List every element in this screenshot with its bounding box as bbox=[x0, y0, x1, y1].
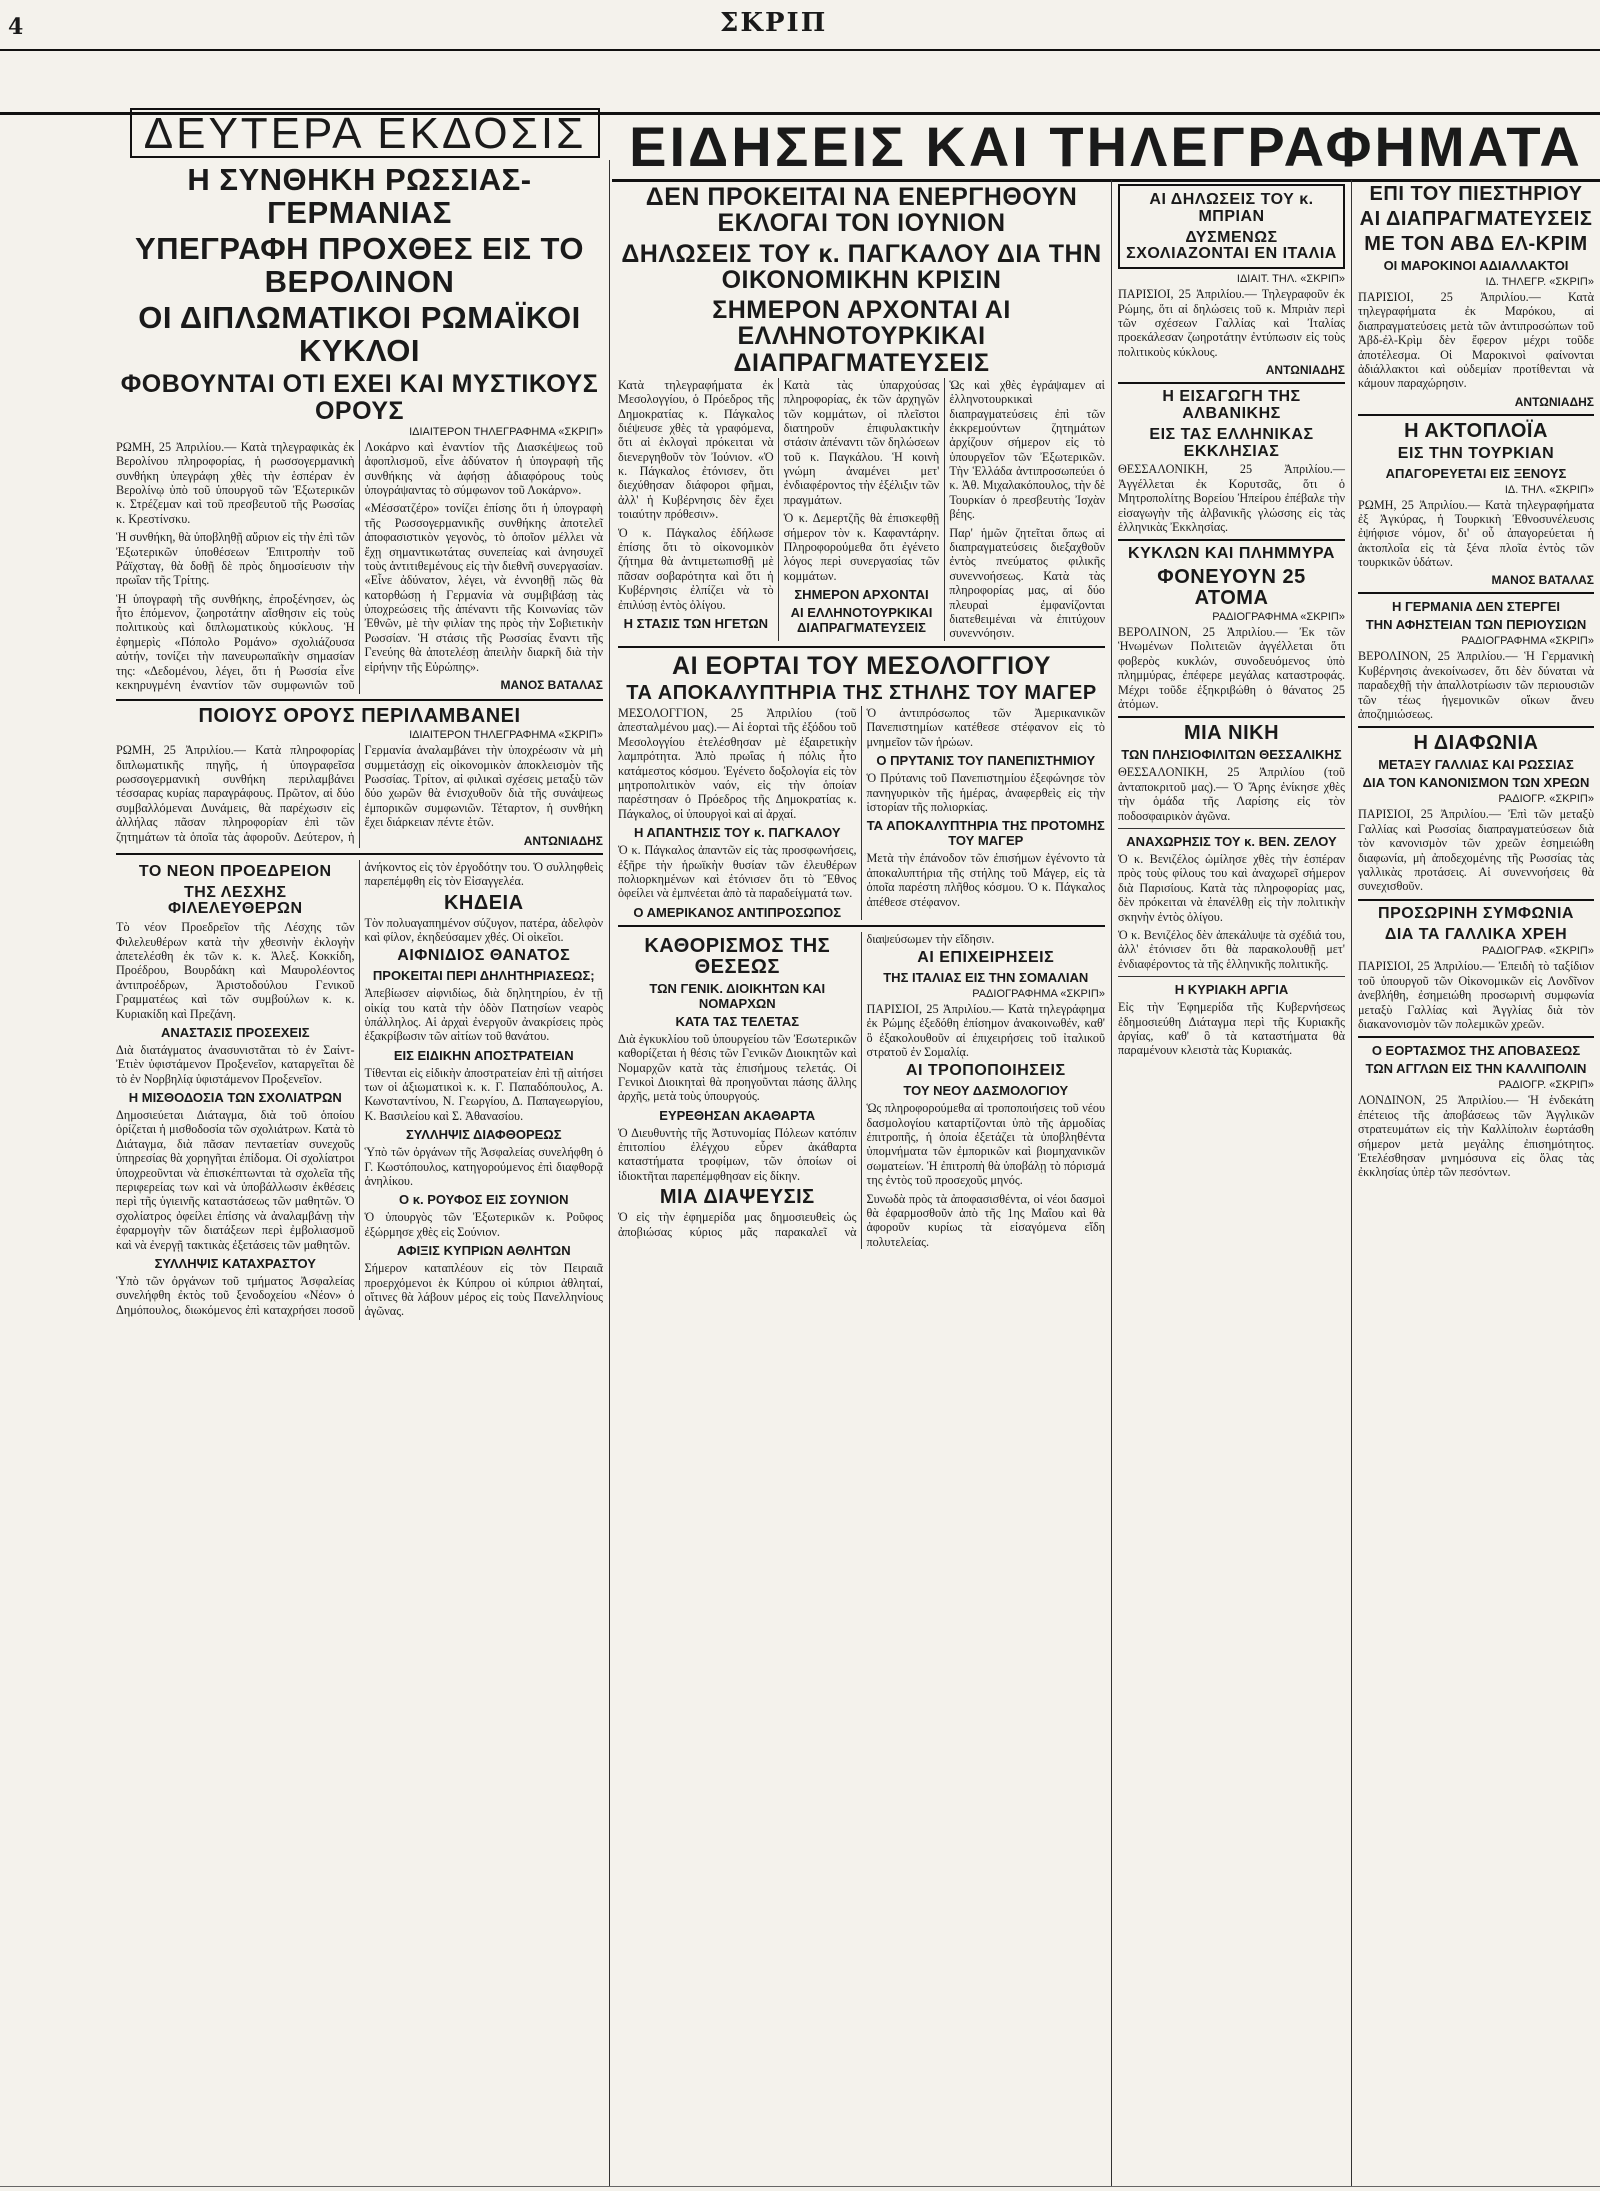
headline: ΜΕ ΤΟΝ ΑΒΔ ΕΛ-ΚΡΙΜ bbox=[1364, 233, 1588, 255]
subheading: Ο κ. ΡΟΥΦΟΣ ΕΙΣ ΣΟΥΝΙΟΝ bbox=[399, 1192, 569, 1208]
headline: ΔΥΣΜΕΝΩΣ ΣΧΟΛΙΑΖΟΝΤΑΙ ΕΝ ΙΤΑΛΙΑ bbox=[1126, 228, 1337, 263]
headline: ΕΙΣ ΤΑΣ ΕΛΛΗΝΙΚΑΣ ΕΚΚΛΗΣΙΑΣ bbox=[1149, 425, 1314, 460]
subheading: Η ΚΥΡΙΑΚΗ ΑΡΓΙΑ bbox=[1174, 982, 1289, 998]
subheading: ΤΟΥ ΝΕΟΥ ΔΑΣΜΟΛΟΓΙΟΥ bbox=[903, 1083, 1069, 1099]
divider bbox=[1118, 716, 1345, 718]
byline: ΡΑΔΙΟΓΡ. «ΣΚΡΙΠ» bbox=[1498, 1079, 1594, 1092]
headline: ΕΠΙ ΤΟΥ ΠΙΕΣΤΗΡΙΟΥ bbox=[1369, 183, 1583, 205]
subheading: ΤΩΝ ΑΓΓΛΩΝ ΕΙΣ ΤΗΝ ΚΑΛΛΙΠΟΛΙΝ bbox=[1365, 1061, 1587, 1077]
subheading: ΤΗΣ ΙΤΑΛΙΑΣ ΕΙΣ ΤΗΝ ΣΟΜΑΛΙΑΝ bbox=[883, 969, 1089, 985]
headline: ΚΥΚΛΩΝ ΚΑΙ ΠΛΗΜΜΥΡΑ bbox=[1128, 545, 1335, 563]
paragraph: ΘΕΣΣΑΛΟΝΙΚΗ, 25 Ἀπριλίου (τοῦ ἀνταποκριτοῦ μας).— Ὁ Ἄρης ἐνίκησε χθὲς τὴν ὁμάδα τῆς Λαρίσης εἰς τὸν ποδοσφαιρικὸν ἀγῶνα. bbox=[1118, 765, 1345, 823]
divider bbox=[1358, 1036, 1594, 1038]
paragraph: Ὁ κ. Βενιζέλος ὡμίλησε χθὲς τὴν ἑσπέραν πρὸς τοὺς φίλους του καὶ ἀναχωρεῖ σήμερον διὰ Παρισίους. Κατὰ τὰς πληροφορίας μας, δὲν πρόκειται νὰ ἐπανέλθῃ εἰς τὴν πολιτικὴν σκηνὴν ἐντὸς ὀλίγου. bbox=[1118, 851, 1345, 924]
column-2 bbox=[612, 180, 1112, 2187]
subheading: Η ΣΤΑΣΙΣ ΤΩΝ ΗΓΕΤΩΝ bbox=[623, 616, 769, 631]
headline: ΑΙ ΔΗΛΩΣΕΙΣ ΤΟΥ κ. ΜΠΡΙΑΝ bbox=[1149, 191, 1314, 225]
banner-second-edition: ΔΕΥΤΕΡΑ ΕΚΔΟΣΙΣ bbox=[130, 108, 600, 158]
paragraph: Ὑπὸ τῶν ὀργάνων τοῦ τμήματος Ἀσφαλείας συνελήφθη ἐκτὸς τοῦ ξενοδοχείου «Νέον» ὁ Δημόπουλος, διωκόμενος ἐπὶ καταχρήσει ποσοῦ ἀνήκοντος εἰς τὸν ἐργοδότην του. Ὁ συλληφθεὶς παρεπέμφθη εἰς τὸν Εἰσαγγελέα. bbox=[116, 859, 603, 1317]
paragraph: ΘΕΣΣΑΛΟΝΙΚΗ, 25 Ἀπριλίου.— Ἀγγέλλεται ἐκ Κορυτσᾶς, ὅτι ὁ Μητροπολίτης Βορείου Ἠπείρου ἐπέβαλε τὴν εἰσαγωγὴν τῆς ἀλβανικῆς γλώσσης εἰς τὰς ἑλληνικὰς Ἐκκλησίας. bbox=[1118, 462, 1345, 534]
masthead-rule bbox=[0, 49, 1600, 51]
paragraph: ΠΑΡΙΣΙΟΙ, 25 Ἀπριλίου.— Ἐπὶ τῶν μεταξὺ Γαλλίας καὶ Ρωσσίας διαπραγματεύσεων διὰ τὸν κανονισμὸν τῶν χρεῶν ἐσημειώθη διαφωνία, μὴ ἀποδεχομένης τῆς Ρωσσίας τὰς γαλλικὰς προτάσεις. Αἱ συνεννοήσεις θὰ συνεχισθοῦν. bbox=[1358, 807, 1594, 894]
signature: ΑΝΤΩΝΙΑΔΗΣ bbox=[1514, 394, 1594, 409]
subheading: ΤΑ ΑΠΟΚΑΛΥΠΤΗΡΙΑ ΤΗΣ ΠΡΟΤΟΜΗΣ ΤΟΥ ΜΑΓΕΡ bbox=[866, 818, 1105, 849]
subheading: ΣΥΛΛΗΨΙΣ ΚΑΤΑΧΡΑΣΤΟΥ bbox=[154, 1255, 316, 1271]
subheading: ΠΡΟΚΕΙΤΑΙ ΠΕΡΙ ΔΗΛΗΤΗΡΙΑΣΕΩΣ; bbox=[372, 968, 595, 984]
banner-news-telegrams: ΕΙΔΗΣΕΙΣ ΚΑΙ ΤΗΛΕΓΡΑΦΗΜΑΤΑ bbox=[612, 112, 1600, 182]
subheading: ΟΙ ΜΑΡΟΚΙΝΟΙ ΑΔΙΑΛΛΑΚΤΟΙ bbox=[1383, 258, 1569, 273]
paragraph: ΡΩΜΗ, 25 Ἀπριλίου.— Κατὰ τηλεγραφήματα ἐξ Ἀγκύρας, ἡ Τουρκικὴ Ἐθνοσυνέλευσις ἐψήφισε νόμον, δι' οὗ ἀπαγορεύεται ἡ ἀκτοπλοΐα εἰς τὰ ξένα πλοῖα ἐντὸς τῶν τουρκικῶν ὑδάτων. bbox=[1358, 497, 1594, 570]
paragraph: Ὁ εἰς τὴν ἐφημερίδα μας δημοσιευθεὶς ὡς ἀποβιώσας κύριος μᾶς παρακαλεῖ νὰ διαψεύσωμεν τὴν εἴδησιν. bbox=[618, 931, 995, 1239]
byline: ΙΔ. ΤΗΛΕΓΡ. «ΣΚΡΙΠ» bbox=[1485, 276, 1594, 288]
paragraph: ΒΕΡΟΛΙΝΟΝ, 25 Ἀπριλίου.— Ἐκ τῶν Ἡνωμένων Πολιτειῶν ἀγγέλλεται ὅτι φοβερὸς κυκλών, συνοδευόμενος ὑπὸ πλημμύρας, ἐπέφερε μεγάλας καταστροφάς. Μέχρι τοῦδε ἐξηκριβώθη ὁ θάνατος 25 ἀτόμων. bbox=[1118, 625, 1345, 712]
paragraph: ΠΑΡΙΣΙΟΙ, 25 Ἀπριλίου.— Τηλεγραφοῦν ἐκ Ρώμης, ὅτι αἱ δηλώσεις τοῦ κ. Μπριὰν περὶ τῶν σχέσεων Γαλλίας καὶ Ἰταλίας προεκάλεσαν ζωηροτάτην ἐντύπωσιν εἰς τοὺς πολιτικοὺς κύκλους. bbox=[1118, 287, 1345, 359]
column-1 bbox=[110, 160, 610, 2187]
paragraph: «Μέσσατζέρο» τονίζει ἐπίσης ὅτι ἡ ὑπογραφὴ τῆς Ρωσσογερμανικῆς συνθήκης ἀποτελεῖ ἀποφασιστικὸν γεγονὸς, τὸ ὁποῖον μέλλει νὰ ἔχῃ σημαντικωτάτας συνεπείας καὶ ἀνησυχεῖ τοὺς ἀντιτιθεμένους εἰς τὴν διεθνῆ συνεργασίαν. «Εἶνε ἀδύνατον, λέγει, νὰ ἐννοηθῇ πῶς θὰ κατορθώσῃ ἡ Γερμανία νὰ συμβιβάσῃ τὰς ὑποχρεώσεις τῆς ἀπέναντι τῆς Κοινωνίας τῶν Ἐθνῶν, μὲ τὴν φιλίαν της πρὸς τὴν Σοβιετικὴν Ρωσσίαν. Ἡ στάσις τῆς Ρωσσίας ἔναντι τῆς Γενεύης θὰ ἀποτελέσῃ ἀπειλὴν διαρκῆ διὰ τὴν εἰρήνην τῆς Εὐρώπης». bbox=[364, 501, 603, 674]
page-number: 4 bbox=[8, 14, 24, 40]
headline: ΑΙ ΔΙΑΠΡΑΓΜΑΤΕΥΣΕΙΣ bbox=[1359, 208, 1593, 230]
paragraph: Συνωδὰ πρὸς τὰ ἀποφασισθέντα, οἱ νέοι δασμοὶ θὰ ἐφαρμοσθοῦν ἀπὸ τῆς 1ης Μαΐου καὶ θὰ ἀφοροῦν κυρίως τὰ εἰσαγόμενα εἴδη πολυτελείας. bbox=[866, 1191, 1105, 1249]
article-body bbox=[116, 440, 603, 694]
divider bbox=[1358, 726, 1594, 728]
paragraph: Ὁ κ. Δεμερτζῆς θὰ ἐπισκεφθῇ σήμερον τὸν κ. Καφαντάρην. Πληροφορούμεθα ὅτι ἐγένετο λόγος περὶ συνεργασίας τῶν κομμάτων. bbox=[783, 511, 940, 583]
headline: ΤΟ ΝΕΟΝ ΠΡΟΕΔΡΕΙΟΝ bbox=[138, 862, 332, 880]
paragraph: Ὁ ἀντιπρόσωπος τῶν Ἀμερικανικῶν Πανεπιστημίων κατέθεσε στέφανον εἰς τὸ μνημεῖον τῶν ἡρώων. bbox=[866, 706, 1105, 749]
subheading: ΤΩΝ ΠΛΗΣΙΟΦΙΛΙΤΩΝ ΘΕΣΣΑΛΙΚΗΣ bbox=[1121, 747, 1342, 763]
paragraph: ΡΩΜΗ, 25 Ἀπριλίου.— Κατὰ τηλεγραφικὰς ἐκ Βερολίνου πληροφορίας, ἡ ρωσσογερμανικὴ συνθήκη ὑπεγράφη χθὲς τὴν ἑσπέραν ἐν Βερολίνῳ ὑπὸ τοῦ ὑπουργοῦ τῶν Ἐξωτερικῶν κ. Στρέζεμαν καὶ τοῦ πρεσβευτοῦ τῆς Ρωσσίας κ. Κρεστίνσκυ. bbox=[116, 439, 355, 526]
paragraph: Τὸν πολυαγαπημένον σύζυγον, πατέρα, ἀδελφὸν καὶ φίλον, ἐκηδεύσαμεν χθές. Οἱ οἰκεῖοι. bbox=[364, 915, 603, 944]
divider bbox=[1118, 539, 1345, 541]
paragraph: ΠΑΡΙΣΙΟΙ, 25 Ἀπριλίου.— Κατὰ τηλεγραφήματα ἐκ Μαρόκου, αἱ διαπραγματεύσεις μετὰ τῶν ἀντιπροσώπων τοῦ Ἀβδ-ἐλ-Κρὶμ δὲν ἔφερον μέχρι τοῦδε ἀποτέλεσμα. Οἱ Μαροκινοὶ φαίνονται ἀδιάλλακτοι καὶ οὐδεμίαν προτίθενται νὰ κάμουν παραχώρησιν. bbox=[1358, 290, 1594, 391]
paragraph: Τίθενται εἰς εἰδικὴν ἀποστρατείαν ἐπὶ τῇ αἰτήσει των οἱ ἀξιωματικοὶ κ. κ. Γ. Παπαδόπουλος, Α. Κωνσταντίνου, Ν. Γεωργίου, Δ. Παπαγεωργίου, Κ. Βασιλείου καὶ Σ. Ἀθανασίου. bbox=[364, 1065, 603, 1123]
byline: ΙΔΙΑΙΤ. ΤΗΛ. «ΣΚΡΙΠ» bbox=[1236, 273, 1345, 286]
paragraph: ΡΩΜΗ, 25 Ἀπριλίου.— Κατὰ πληροφορίας διπλωματικῆς πηγῆς, ἡ ὑπογραφεῖσα ρωσσογερμανικὴ συνθήκη περιλαμβάνει τέσσαρας κυρίας παραγράφους. Πρῶτον, αἱ δύο συμβαλλόμεναι Δυνάμεις, θὰ παρέχωσιν εἰς ἀλλήλας πᾶσαν πληροφορίαν ἐπὶ τῶν ζητημάτων τὰ ὁποῖα τὰς ἀφοροῦν. Δεύτερον, ἡ Γερμανία ἀναλαμβάνει τὴν ὑποχρέωσιν νὰ μὴ συμμετάσχῃ εἰς οἰκονομικὸν ἀποκλεισμὸν τῆς Ρωσσίας. Τρίτον, αἱ φιλικαὶ σχέσεις μεταξὺ τῶν δύο χωρῶν θὰ ἐνισχυθοῦν διὰ τῆς συνάψεως ἐμπορικῶν συμφωνιῶν. Τέταρτον, ἡ συνθήκη ἔχει διάρκειαν πέντε ἐτῶν. bbox=[116, 743, 603, 844]
byline: ΙΔΙΑΙΤΕΡΟΝ ΤΗΛΕΓΡΑΦΗΜΑ «ΣΚΡΙΠ» bbox=[409, 425, 603, 438]
column-3 bbox=[1112, 180, 1352, 2187]
headline: ΤΗΣ ΛΕΣΧΗΣ ΦΙΛΕΛΕΥΘΕΡΩΝ bbox=[168, 883, 303, 918]
paragraph: ΛΟΝΔΙΝΟΝ, 25 Ἀπριλίου.— Ἡ ἑνδεκάτη ἐπέτειος τῆς ἀποβάσεως τῶν Ἀγγλικῶν στρατευμάτων εἰς τὴν Καλλίπολιν ἑωρτάσθη σήμερον μετὰ μεγάλης ἐπισημότητος. Ἐτελέσθησαν μνημόσυνα εἰς ὅλας τὰς ἐκκλησίας ὑπὲρ τῶν πεσόντων. bbox=[1358, 1093, 1594, 1180]
headline: Η ΕΙΣΑΓΩΓΗ ΤΗΣ ΑΛΒΑΝΙΚΗΣ bbox=[1162, 388, 1301, 422]
paragraph: Κατὰ τὰς ὑπαρχούσας πληροφορίας, ἐκ τῶν ἀρχηγῶν τῶν κομμάτων, οἱ πλεῖστοι διατηροῦν ἐπιφυλακτικὴν στάσιν ἀπέναντι τῶν δηλώσεων τοῦ κ. Παγκάλου. Ἡ κοινὴ γνώμη ἀναμένει μετ' ἐνδιαφέροντος τὴν ἐξέλιξιν τῶν πραγμάτων. bbox=[783, 377, 940, 507]
headline: ΠΟΙΟΥΣ ΟΡΟΥΣ ΠΕΡΙΛΑΜΒΑΝΕΙ bbox=[198, 705, 521, 728]
subheading: ΑΠΑΓΟΡΕΥΕΤΑΙ ΕΙΣ ΞΕΝΟΥΣ bbox=[1385, 465, 1567, 481]
byline: ΙΔ. ΤΗΛ. «ΣΚΡΙΠ» bbox=[1504, 483, 1594, 496]
column-4 bbox=[1352, 180, 1600, 2187]
article-body bbox=[116, 743, 603, 848]
divider bbox=[116, 699, 603, 701]
divider bbox=[1358, 414, 1594, 416]
signature: ΜΑΝΟΣ ΒΑΤΑΛΑΣ bbox=[1491, 573, 1594, 588]
byline: ΡΑΔΙΟΓΡ. «ΣΚΡΙΠ» bbox=[1498, 793, 1594, 806]
briefs bbox=[116, 860, 603, 1320]
paragraph: ΠΑΡΙΣΙΟΙ, 25 Ἀπριλίου.— Κατὰ τηλεγράφημα ἐκ Ρώμης ἐξεδόθη ἐπίσημον ἀνακοινωθέν, καθ' ὃ ἐξακολουθοῦν αἱ ἐπιχειρήσεις τοῦ ἰταλικοῦ στρατοῦ ἐν Σομαλίᾳ. bbox=[866, 1001, 1105, 1060]
paragraph: Διὰ ἐγκυκλίου τοῦ ὑπουργείου τῶν Ἐσωτερικῶν καθορίζεται ἡ θέσις τῶν Γενικῶν Διοικητῶν καὶ Νομαρχῶν κατὰ τὰς ἐπισήμους τελετάς. Οἱ Γενικοὶ Διοικηταὶ θὰ προηγοῦνται πάσης ἄλλης ἀρχῆς, μετὰ τοὺς ὑπουργούς. bbox=[618, 1031, 857, 1104]
paragraph: Δημοσιεύεται Διάταγμα, διὰ τοῦ ὁποίου ὁρίζεται ἡ μισθοδοσία τῶν σχολιάτρων. Κατὰ τὸ Διάταγμα, διὰ πᾶσαν πενταετίαν συνεχοῦς ὑπηρεσίας θὰ χορηγῆται ἐπίδομα. Οἱ σχολίατροι ὑποχρεοῦνται νὰ ἐπισκέπτωνται τὰ σχολεῖα τῆς περιφερείας των καὶ νὰ ὑποβάλλωσιν ἐκθέσεις περὶ τῆς ὑγιεινῆς καταστάσεως τῶν μαθητῶν. Ὁ σχολίατρος ὀφείλει ἐπίσης νὰ ἀναλαμβάνῃ τὴν ἐφαρμογὴν τῶν διατάξεων περὶ ἐμβολιασμοῦ καὶ νὰ ἐνεργῇ τακτικὰς ἐξετάσεις τῶν μαθητῶν. bbox=[116, 1108, 355, 1252]
article-body bbox=[618, 706, 1105, 920]
paragraph: Διὰ διατάγματος ἀνασυνιστᾶται τὸ ἐν Σαίντ-Ἐτιὲν ὑφιστάμενον Προξενεῖον, καταργεῖται δὲ τὸ ἐν Νορβηλίᾳ ὑφιστάμενον Προξενεῖον. bbox=[116, 1042, 355, 1086]
headline: ΑΙΦΝΙΔΙΟΣ ΘΑΝΑΤΟΣ bbox=[397, 947, 571, 965]
subheading: ΕΙΣ ΕΙΔΙΚΗΝ ΑΠΟΣΤΡΑΤΕΙΑΝ bbox=[393, 1047, 574, 1063]
paragraph: Σήμερον καταπλέουν εἰς τὸν Πειραιᾶ προερχόμενοι ἐκ Κύπρου οἱ κύπριοι ἀθληταί, οἵτινες θὰ λάβουν μέρος εἰς τοὺς Πανελληνίους ἀγῶνας. bbox=[364, 1261, 603, 1319]
headline: ΚΑΘΟΡΙΣΜΟΣ ΤΗΣ ΘΕΣΕΩΣ bbox=[644, 934, 831, 978]
byline: ΡΑΔΙΟΓΡΑΦΗΜΑ «ΣΚΡΙΠ» bbox=[1212, 611, 1345, 624]
masthead bbox=[0, 0, 1600, 115]
byline: ΡΑΔΙΟΓΡΑΦΗΜΑ «ΣΚΡΙΠ» bbox=[972, 987, 1105, 1000]
subheading: Η ΓΕΡΜΑΝΙΑ ΔΕΝ ΣΤΕΡΓΕΙ bbox=[1391, 599, 1561, 615]
subheading: Η ΜΙΣΘΟΔΟΣΙΑ ΤΩΝ ΣΧΟΛΙΑΤΡΩΝ bbox=[128, 1090, 342, 1106]
headline: ΠΡΟΣΩΡΙΝΗ ΣΥΜΦΩΝΙΑ bbox=[1378, 904, 1574, 922]
paragraph: Ὁ κ. Βενιζέλος δὲν ἀπεκάλυψε τὰ σχέδιά του, ἀλλ' ἐτόνισεν ὅτι θὰ παρακολουθῇ μετ' ἐνδιαφέροντος τὰ τῆς ἑλληνικῆς πολιτικῆς. bbox=[1118, 927, 1345, 971]
divider bbox=[116, 853, 603, 855]
divider bbox=[1358, 592, 1594, 594]
signature: ΜΑΝΟΣ ΒΑΤΑΛΑΣ bbox=[500, 678, 603, 693]
headline: ΦΟΒΟΥΝΤΑΙ ΟΤΙ ΕΧΕΙ ΚΑΙ ΜΥΣΤΙΚΟΥΣ ΟΡΟΥΣ bbox=[120, 370, 599, 425]
paragraph: Ὁ Διευθυντὴς τῆς Ἀστυνομίας Πόλεων κατόπιν ἐπιτοπίου ἐλέγχου εὗρεν ἀκάθαρτα καταστήματα τροφίμων, τῶν ὁποίων οἱ ἰδιοκτῆται παρεπέμφθησαν εἰς δίκην. bbox=[618, 1125, 857, 1183]
subheading: Ο ΑΜΕΡΙΚΑΝΟΣ ΑΝΤΙΠΡΟΣΩΠΟΣ bbox=[633, 904, 842, 920]
paragraph: Ἀπεβίωσεν αἰφνιδίως, διὰ δηλητηρίου, ἐν τῇ οἰκίᾳ του κατὰ τὴν ὁδὸν Πατησίων νεαρὸς ὑπάλληλος. Αἱ ἀρχαὶ ἐνεργοῦν ἀνακρίσεις πρὸς ἐξακρίβωσιν τῶν αἰτίων τοῦ θανάτου. bbox=[364, 986, 603, 1044]
headline: ΦΟΝΕΥΟΥΝ 25 ΑΤΟΜΑ bbox=[1157, 566, 1306, 610]
divider bbox=[1118, 382, 1345, 384]
page-edge bbox=[0, 2186, 1600, 2187]
headline: ΕΙΣ ΤΗΝ ΤΟΥΡΚΙΑΝ bbox=[1397, 444, 1555, 462]
paragraph: ΒΕΡΟΛΙΝΟΝ, 25 Ἀπριλίου.— Ἡ Γερμανικὴ Κυβέρνησις ἀνεκοίνωσεν, ὅτι δὲν δύναται νὰ παραδεχθῇ τὴν ἀπαλλοτρίωσιν τῶν περιουσιῶν τῶν τέως ἡγεμονικῶν οἴκων ἄνευ ἀποζημιώσεως. bbox=[1358, 649, 1594, 722]
headline: ΜΙΑ ΔΙΑΨΕΥΣΙΣ bbox=[659, 1186, 815, 1209]
divider bbox=[1358, 899, 1594, 901]
divider bbox=[1118, 828, 1345, 829]
article-body bbox=[618, 378, 1105, 641]
headline: Η ΔΙΑΦΩΝΙΑ bbox=[1413, 732, 1539, 755]
subheading: ΑΝΑΧΩΡΗΣΙΣ ΤΟΥ κ. ΒΕΝ. ΖΕΛΟΥ bbox=[1126, 833, 1337, 849]
headline: ΑΙ ΕΟΡΤΑΙ ΤΟΥ ΜΕΣΟΛΟΓΓΙΟΥ bbox=[672, 651, 1051, 680]
headline: ΔΗΛΩΣΕΙΣ ΤΟΥ κ. ΠΑΓΚΑΛΟΥ ΔΙΑ ΤΗΝ ΟΙΚΟΝΟΜΙΚΗΝ ΚΡΙΣΙΝ bbox=[621, 239, 1102, 294]
subheading: Ο ΕΟΡΤΑΣΜΟΣ ΤΗΣ ΑΠΟΒΑΣΕΩΣ bbox=[1371, 1043, 1581, 1059]
subheading: ΕΥΡΕΘΗΣΑΝ ΑΚΑΘΑΡΤΑ bbox=[659, 1107, 816, 1123]
subheading: ΤΗΝ ΑΦΗΣΤΕΙΑΝ ΤΩΝ ΠΕΡΙΟΥΣΙΩΝ bbox=[1365, 617, 1587, 633]
paragraph: Ὡς καὶ χθὲς ἐγράψαμεν αἱ ἑλληνοτουρκικαὶ διαπραγματεύσεις ἐπὶ τῶν ἐκκρεμούντων ζητημάτων ἀρχίζουν σήμερον εἰς τὸ ὑπουργεῖον τῶν Ἐξωτερικῶν. Τὴν Ἑλλάδα ἀντιπροσωπεύει ὁ κ. Ἀθ. Μιχαλακόπουλος, τὴν δὲ Τουρκίαν ὁ πρεσβευτὴς Ἰσχὰν βέης. bbox=[949, 377, 1105, 522]
headline: Η ΑΚΤΟΠΛΟΪΑ bbox=[1404, 419, 1548, 442]
subheading: Η ΑΠΑΝΤΗΣΙΣ ΤΟΥ κ. ΠΑΓΚΑΛΟΥ bbox=[633, 825, 841, 841]
divider bbox=[618, 925, 1105, 927]
headline: ΣΗΜΕΡΟΝ ΑΡΧΟΝΤΑΙ ΑΙ ΕΛΛΗΝΟΤΟΥΡΚΙΚΑΙ ΔΙΑΠΡΑΓΜΑΤΕΥΣΕΙΣ bbox=[712, 296, 1011, 377]
signature: ΑΝΤΩΝΙΑΔΗΣ bbox=[523, 833, 603, 848]
headline: ΤΑ ΑΠΟΚΑΛΥΠΤΗΡΙΑ ΤΗΣ ΣΤΗΛΗΣ ΤΟΥ ΜΑΓΕΡ bbox=[626, 682, 1097, 705]
paragraph: Ὁ κ. Πάγκαλος ἐδήλωσε ἐπίσης ὅτι τὸ οἰκονομικὸν ζήτημα θὰ ἀντιμετωπισθῇ μὲ πᾶσαν σοβαρότητα καὶ ὅτι ἡ Κυβέρνησις ἐλπίζει νὰ τὸ ἐπιλύσῃ ἐντὸς ὀλίγου. bbox=[618, 525, 774, 612]
paragraph: ΜΕΣΟΛΟΓΓΙΟΝ, 25 Ἀπριλίου (τοῦ ἀπεσταλμένου μας).— Αἱ ἑορταὶ τῆς ἐξόδου τοῦ Μεσολογγίου ἐτελέσθησαν μὲ ἐξαιρετικὴν λαμπρότητα. Ἀπὸ πρωΐας ἡ πόλις ἦτο κατάμεστος κόσμου. Ἐγένετο δοξολογία εἰς τὸν μητροπολιτικὸν ναόν, εἰς τὴν ὁποίαν παρέστησαν ὁ Πρόεδρος τῆς Δημοκρατίας κ. Πάγκαλος, οἱ ὑπουργοὶ καὶ αἱ ἀρχαί. bbox=[618, 706, 857, 821]
headline: ΔΙΑ ΤΑ ΓΑΛΛΙΚΑ ΧΡΕΗ bbox=[1384, 925, 1568, 943]
divider bbox=[618, 646, 1105, 648]
briefs bbox=[618, 932, 1105, 1249]
boxed-story bbox=[1118, 184, 1345, 269]
paragraph: Ὁ ὑπουργὸς τῶν Ἐξωτερικῶν κ. Ροῦφος ἐξώρμησε χθὲς εἰς Σούνιον. bbox=[364, 1210, 603, 1239]
paragraph: Ὁ Πρύτανις τοῦ Πανεπιστημίου ἐξεφώνησε τὸν πανηγυρικὸν τῆς ἡμέρας, ἀναφερθεὶς εἰς τὴν ἱστορίαν τῆς πολιορκίας. bbox=[866, 771, 1105, 814]
byline: ΡΑΔΙΟΓΡΑΦΗΜΑ «ΣΚΡΙΠ» bbox=[1461, 635, 1594, 648]
paragraph: Παρ' ἡμῶν ζητεῖται ὅπως αἱ διαπραγματεύσεις διεξαχθοῦν ἐντὸς πνεύματος φιλικῆς συνεννοήσεως. Κατὰ τὰς πληροφορίας μας, αἱ δύο πλευραὶ ἐμφανίζονται διατεθειμέναι νὰ ἐπιτύχουν συνεννόησιν. bbox=[949, 525, 1105, 641]
subheading: ΜΕΤΑΞΥ ΓΑΛΛΙΑΣ ΚΑΙ ΡΩΣΣΙΑΣ bbox=[1378, 757, 1574, 773]
subheading: ΔΙΑ ΤΟΝ ΚΑΝΟΝΙΣΜΟΝ ΤΩΝ ΧΡΕΩΝ bbox=[1362, 775, 1590, 791]
subheading: ΤΩΝ ΓΕΝΙΚ. ΔΙΟΙΚΗΤΩΝ ΚΑΙ ΝΟΜΑΡΧΩΝ bbox=[649, 980, 826, 1011]
headline: ΔΕΝ ΠΡΟΚΕΙΤΑΙ ΝΑ ΕΝΕΡΓΗΘΟΥΝ ΕΚΛΟΓΑΙ ΤΟΝ ΙΟΥΝΙΟΝ bbox=[645, 183, 1078, 238]
subheading: Ο ΠΡΥΤΑΝΙΣ ΤΟΥ ΠΑΝΕΠΙΣΤΗΜΙΟΥ bbox=[876, 753, 1096, 769]
paragraph: Μετὰ τὴν ἐπάνοδον τῶν ἐπισήμων ἐγένοντο τὰ ἀποκαλυπτήρια τῆς στήλης τοῦ Μάγερ, εἰς τὰ ὁποῖα παρέστη πλῆθος κόσμου. Ὁ κ. Πάγκαλος ἀπέθεσε στέφανον. bbox=[866, 851, 1105, 909]
byline: ΡΑΔΙΟΓΡΑΦ. «ΣΚΡΙΠ» bbox=[1481, 945, 1594, 958]
subheading: ΑΦΙΞΙΣ ΚΥΠΡΙΩΝ ΑΘΛΗΤΩΝ bbox=[396, 1243, 571, 1259]
subheading: ΣΥΛΛΗΨΙΣ ΔΙΑΦΘΟΡΕΩΣ bbox=[405, 1127, 562, 1143]
headline: ΜΙΑ ΝΙΚΗ bbox=[1183, 722, 1280, 745]
subheading: ΣΗΜΕΡΟΝ ΑΡΧΟΝΤΑΙ bbox=[794, 587, 929, 603]
masthead-title: ΣΚΡΙΠ bbox=[720, 8, 828, 38]
subheading: ΑΙ ΕΛΛΗΝΟΤΟΥΡΚΙΚΑΙ ΔΙΑΠΡΑΓΜΑΤΕΥΣΕΙΣ bbox=[790, 605, 933, 636]
headline: ΥΠΕΓΡΑΦΗ ΠΡΟΧΘΕΣ ΕΙΣ ΤΟ ΒΕΡΟΛΙΝΟΝ bbox=[134, 231, 585, 299]
subheading: ΚΑΤΑ ΤΑΣ ΤΕΛΕΤΑΣ bbox=[675, 1013, 800, 1029]
headline: Η ΣΥΝΘΗΚΗ ΡΩΣΣΙΑΣ-ΓΕΡΜΑΝΙΑΣ bbox=[187, 162, 532, 230]
paragraph: Κατὰ τηλεγραφήματα ἐκ Μεσολογγίου, ὁ Πρόεδρος τῆς Δημοκρατίας κ. Πάγκαλος διέψευσε χθὲς τὰ γραφόμενα, ὅτι αἱ ἐκλογαὶ πρόκειται νὰ διενεργηθοῦν τὸν Ἰούνιον. «Ὁ κ. Πάγκαλος ἐτόνισεν, ὅτι διεχύθησαν διάφοροι φῆμαι, ἀλλ' ἡ Κυβέρνησις δὲν ἔχει τοιαύτην πρόθεσιν». bbox=[618, 377, 774, 522]
headline: ΟΙ ΔΙΠΛΩΜΑΤΙΚΟΙ ΡΩΜΑΪΚΟΙ ΚΥΚΛΟΙ bbox=[138, 300, 581, 368]
paragraph: Τὸ νέον Προεδρεῖον τῆς Λέσχης τῶν Φιλελευθέρων κατὰ τὴν χθεσινὴν ἐκλογὴν ἀπετελέσθη ἐκ τῶν κ. κ. Ἀλεξ. Κοκκίδη, Προέδρου, Βουρδάκη καὶ Μαυρολέοντος ἀντιπροέδρων, Ἀριστοδούλου Γενικοῦ Γραμματέως καὶ τῶν συμβούλων κ. κ. Κυριακίδη καὶ Πρεζάνη. bbox=[116, 920, 355, 1021]
signature: ΑΝΤΩΝΙΑΔΗΣ bbox=[1265, 363, 1345, 378]
headline: ΑΙ ΕΠΙΧΕΙΡΗΣΕΙΣ bbox=[917, 949, 1055, 967]
headline: ΑΙ ΤΡΟΠΟΠΟΙΗΣΕΙΣ bbox=[905, 1062, 1066, 1080]
paragraph: Ὑπὸ τῶν ὀργάνων τῆς Ἀσφαλείας συνελήφθη ὁ Γ. Κωστόπουλος, κατηγορούμενος ἐπὶ διαφθορᾷ ἀνηλίκου. bbox=[364, 1145, 603, 1189]
divider bbox=[1118, 976, 1345, 977]
paragraph: Εἰς τὴν Ἐφημερίδα τῆς Κυβερνήσεως ἐδημοσιεύθη Διάταγμα περὶ τῆς Κυριακῆς ἀργίας, καθ' ὃ τὰ καταστήματα θὰ παραμένουν κλειστὰ τὰς Κυριακάς. bbox=[1118, 1000, 1345, 1058]
paragraph: Ὡς πληροφορούμεθα αἱ τροποποιήσεις τοῦ νέου δασμολογίου καταρτίζονται ὑπὸ τῆς ἁρμοδίας ἐπιτροπῆς, ἡ ὁποία ἐξετάζει τὰ ὑποβληθέντα ὑπομνήματα τῶν ἐμπορικῶν καὶ βιομηχανικῶν σωματείων. Ἡ ἐπιτροπὴ θὰ ὑποβάλῃ τὸ πόρισμά της ἐντὸς τοῦ προσεχοῦς μηνός. bbox=[866, 1101, 1105, 1188]
headline: ΚΗΔΕΙΑ bbox=[443, 891, 524, 914]
paragraph: Ἡ ὑπογραφὴ τῆς συνθήκης, ἐπροξένησεν, ὡς ἦτο ἑπόμενον, ζωηροτάτην αἴσθησιν εἰς τοὺς πολιτικοὺς καὶ διπλωματικοὺς κύκλους. Ἡ ἐφημερὶς «Πόπολο Ρομάνο» σχολιάζουσα αὐτήν, τονίζει τὴν πανευρωπαϊκὴν σημασίαν της: «Δεδομένου, λέγει, ὅτι ἡ Ρωσσία εἶνε κεκηρυγμένη ἐναντίον τῶν συμφωνιῶν τοῦ Λοκάρνο καὶ ἐναντίον τῆς Διασκέψεως τοῦ ἀφοπλισμοῦ, εἶνε ἀδύνατον ἡ ὑπογραφὴ τῆς συνθήκης νὰ ἀφήσῃ ἀδιαφόρους τοὺς ὑπογράψαντας τὸ σύμφωνον τοῦ Λοκάρνο». bbox=[116, 439, 603, 693]
subheading: ΑΝΑΣΤΑΣΙΣ ΠΡΟΣΕΧΕΙΣ bbox=[160, 1024, 310, 1040]
byline: ΙΔΙΑΙΤΕΡΟΝ ΤΗΛΕΓΡΑΦΗΜΑ «ΣΚΡΙΠ» bbox=[409, 729, 603, 742]
paragraph: ΠΑΡΙΣΙΟΙ, 25 Ἀπριλίου.— Ἐπειδὴ τὸ ταξίδιον τοῦ ὑπουργοῦ τῶν Οἰκονομικῶν εἰς Λονδῖνον ἀνεβλήθη, ἐσημειώθη προσωρινὴ συμφωνία μεταξὺ Γαλλίας καὶ Ἀγγλίας διὰ τὸν διακανονισμὸν τῶν πολεμικῶν χρεῶν. bbox=[1358, 959, 1594, 1031]
paragraph: Ἡ συνθήκη, θὰ ὑποβληθῇ αὔριον εἰς τὴν ἐπὶ τῶν Ἐξωτερικῶν ὑποθέσεων Ἐπιτροπὴν τοῦ Ράϊχσταγ, θὰ δοθῇ δὲ πρὸς δημοσίευσιν τὴν πρωΐαν τῆς Τρίτης. bbox=[116, 530, 355, 588]
paragraph: Ὁ κ. Πάγκαλος ἀπαντῶν εἰς τὰς προσφωνήσεις, ἐξῆρε τὴν ἡρωϊκὴν θυσίαν τῶν ἐλευθέρων πολιορκημένων καὶ ἐτόνισεν ὅτι τὸ Ἔθνος ὀφείλει νὰ ἐμπνέεται ἀπὸ τὰ παραδείγματά των. bbox=[618, 843, 857, 901]
